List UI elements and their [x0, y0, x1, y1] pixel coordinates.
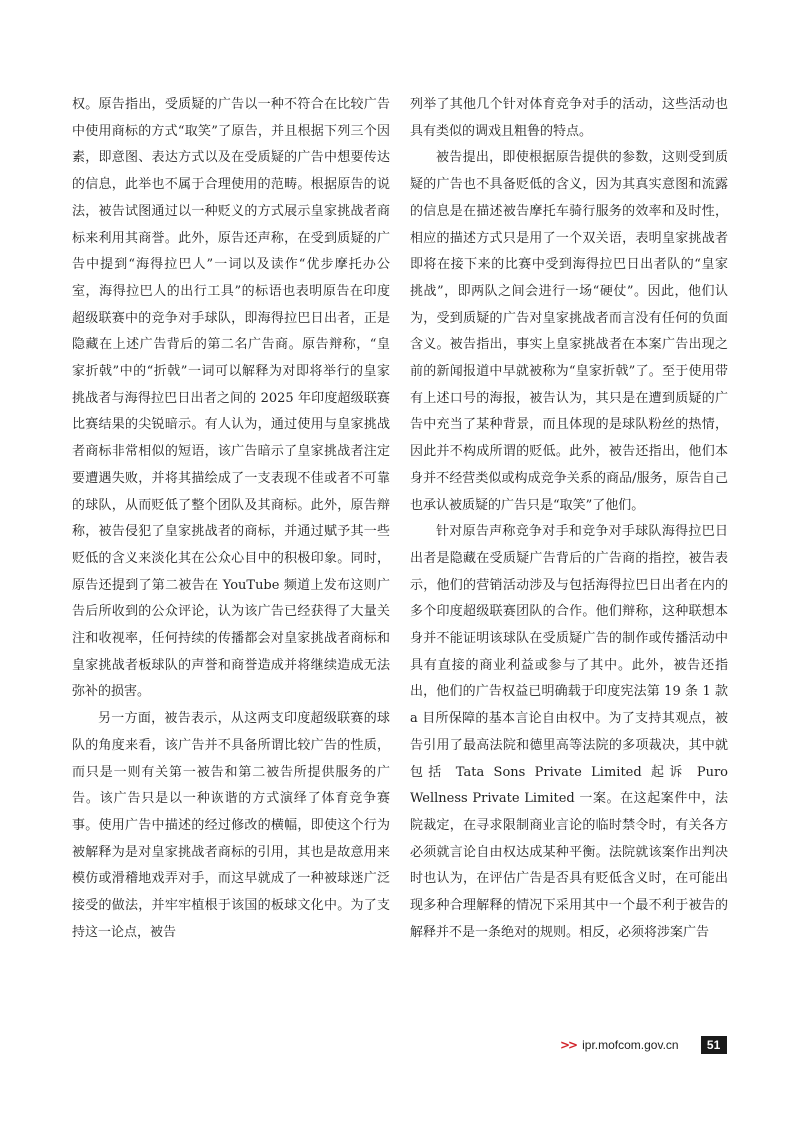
paragraph-plaintiff-arguments: 权。原告指出，受质疑的广告以一种不符合在比较广告中使用商标的方式“取笑”了原告，并且根据下列三个因素，即意图、表达方式以及在受质疑的广告中想要传达的信息，此举也不属于合理使用的范畴。根据原告的说法，被告试图通过以一种贬义的方式展示皇家挑战者商标来利用其商誉。此外，原告还声称，在受到质疑的广告中提到“海得拉巴人”一词以及读作“优步摩托办公室，海得拉巴人的出行工具”的标语也表明原告在印度超级联赛中的竞争对手球队，即海得拉巴日出者，正是隐藏在上述广告背后的第二名广告商。原告辩称，“皇家折戟”中的“折戟”一词可以解释为对即将举行的皇家挑战者与海得拉巴日出者之间的 2025 年印度超级联赛比赛结果的尖锐暗示。有人认为，通过使用与皇家挑战者商标非常相似的短语，该广告暗示了皇家挑战者注定要遭遇失败，并将其描绘成了一支表现不佳或者不可靠的球队，从而贬低了整个团队及其商标。此外，原告辩称，被告侵犯了皇家挑战者的商标，并通过赋予其一些贬低的含义来淡化其在公众心目中的积极印象。同时，原告还提到了第二被告在 YouTube 频道上发布这则广告后所收到的公众评论，认为该广告已经获得了大量关注和收视率，任何持续的传播都会对皇家挑战者商标和皇家挑战者板球队的声誉和商誉造成并将继续造成无法弥补的损害。: [72, 97, 390, 700]
paragraph-defendant-parameters: 被告提出，即使根据原告提供的参数，这则受到质疑的广告也不具备贬低的含义，因为其真实意图和流露的信息是在描述被告摩托车骑行服务的效率和及时性，相应的描述方式只是用了一个双关语，表明皇家挑战者即将在接下来的比赛中受到海得拉巴日出者队的“皇家挑战”，即两队之间会进行一场“硬仗”。因此，他们认为，受到质疑的广告对皇家挑战者而言没有任何的负面含义。被告指出，事实上皇家挑战者在本案广告出现之前的新闻报道中早就被称为“皇家折戟”了。至于使用带有上述口号的海报，被告认为，其只是在遭到质疑的广告中充当了某种背景，而且体现的是球队粉丝的热情，因此并不构成所谓的贬低。此外，被告还指出，他们本身并不经营类似或构成竞争关系的商品/服务，原告自己也承认被质疑的广告只是“取笑”了他们。: [410, 150, 728, 513]
website-link[interactable]: ipr.mofcom.gov.cn: [582, 1038, 679, 1052]
left-column: [72, 92, 390, 947]
paragraph-defendant-response: 另一方面，被告表示，从这两支印度超级联赛的球队的角度来看，该广告并不具备所谓比较广告的性质，而只是一则有关第一被告和第二被告所提供服务的广告。该广告只是以一种诙谐的方式演绎了体育竞争赛事。使用广告中描述的经过修改的横幅，即使这个行为被解释为是对皇家挑战者商标的引用，其也是故意用来模仿或滑稽地戏弄对手，而这早就成了一种被球迷广泛接受的做法，并牢牢植根于该国的板球文化中。为了支持这一论点，被告: [72, 711, 390, 940]
paragraph-continuation: 列举了其他几个针对体育竞争对手的活动，这些活动也具有类似的调戏且粗鲁的特点。: [410, 97, 728, 139]
double-chevron-icon: >>: [560, 1038, 577, 1052]
page-footer: [560, 1036, 727, 1054]
paragraph-free-speech: 针对原告声称竞争对手和竞争对手球队海得拉巴日出者是隐藏在受质疑广告背后的广告商的指控，被告表示，他们的营销活动涉及与包括海得拉巴日出者在内的多个印度超级联赛团队的合作。他们辩称，这种联想本身并不能证明该球队在受质疑广告的制作或传播活动中具有直接的商业利益或参与了其中。此外，被告还指出，他们的广告权益已明确载于印度宪法第 19 条 1 款 a 目所保障的基本言论自由权中。为了支持其观点，被告引用了最高法院和德里高等法院的多项裁决，其中就包括 Tata Sons Private Limited 起诉 Puro Wellness Private Limited 一案。在这起案件中，法院裁定，在寻求限制商业言论的临时禁令时，有关各方必须就言论自由权达成某种平衡。法院就该案作出判决时也认为，在评估广告是否具有贬低含义时，在可能出现多种合理解释的情况下采用其中一个最不利于被告的解释并不是一条绝对的规则。相反，必须将涉案广告: [410, 524, 728, 940]
page-number-badge: 51: [701, 1036, 727, 1054]
right-column: [410, 92, 728, 947]
